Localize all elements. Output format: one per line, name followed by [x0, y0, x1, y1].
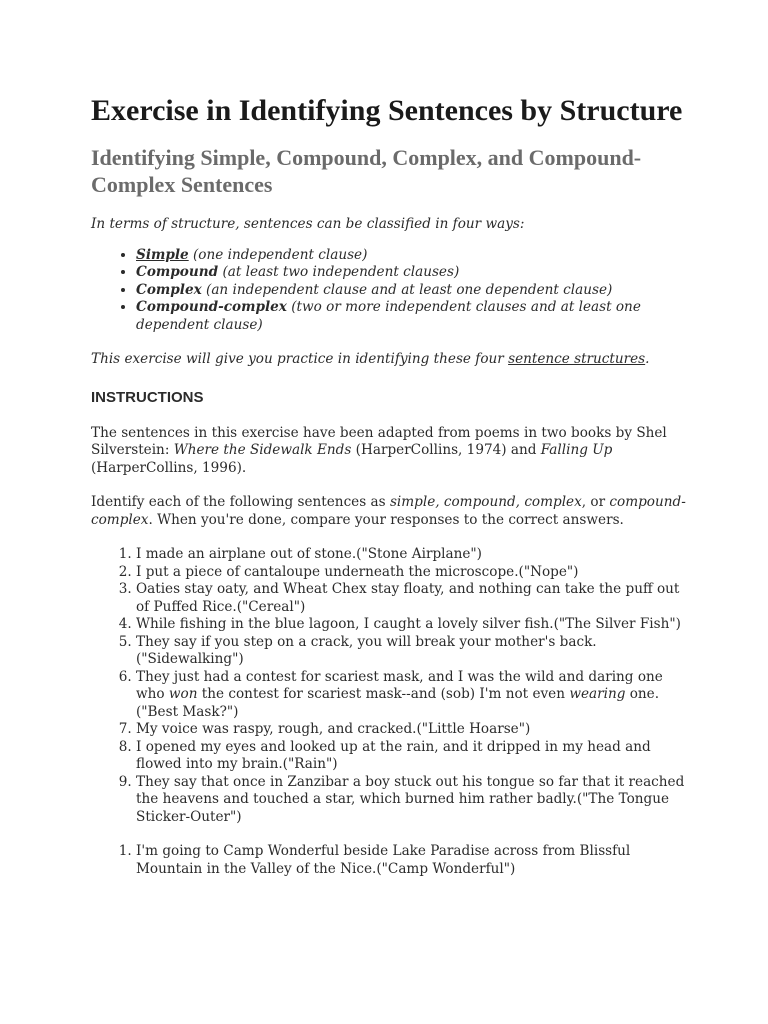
para-text: Identify each of the following sentences as — [91, 494, 390, 510]
para-text: (HarperCollins, 1974) and — [351, 442, 541, 458]
type-term: Compound-complex — [136, 299, 287, 315]
article — [91, 92, 691, 878]
simple-link[interactable]: Simple — [136, 246, 189, 263]
page-title: Exercise in Identifying Sentences by Structure — [91, 94, 683, 127]
sentence-text: one.("Best Mask?") — [136, 686, 660, 720]
list-item — [136, 247, 691, 265]
sentence-emphasis: wearing — [569, 686, 626, 702]
para-text: The sentences in this exercise have been adapted from poems in two books by Shel Silverstein: — [91, 424, 667, 458]
sentence-emphasis: won — [168, 686, 198, 702]
para-emphasis: simple, compound, complex — [389, 494, 582, 510]
list-item — [136, 282, 691, 300]
type-desc: (two or more independent clauses and at least one dependent clause) — [136, 299, 641, 333]
type-term: Complex — [136, 281, 202, 298]
type-desc: (at least two independent clauses) — [218, 264, 460, 280]
para-text: (HarperCollins, 1996). — [91, 459, 247, 476]
sentence-list — [91, 546, 691, 826]
sentence-list-continued — [91, 843, 691, 878]
list-item: 2. I put a piece of cantaloupe underneath the microscope.("Nope") — [136, 564, 691, 582]
list-item: 1. I made an airplane out of stone.("Stone Airplane") — [136, 546, 691, 564]
type-term: Compound — [136, 264, 219, 280]
intro-text: In terms of structure, sentences can be classified in four ways: — [91, 216, 525, 232]
type-desc: (one independent clause) — [188, 246, 368, 263]
sentence-text: They just had a contest for scariest mask, and I was the wild and daring one who — [136, 668, 663, 702]
list-item: 7. My voice was raspy, rough, and cracked.("Little Hoarse") — [136, 721, 691, 739]
book-title: Where the Sidewalk Ends — [173, 442, 352, 458]
structure-types-list — [91, 247, 691, 335]
list-item: 1. I'm going to Camp Wonderful beside Lake Paradise across from Blissful Mountain in the Valley of the Nice.("Camp Wonderful") — [136, 843, 691, 878]
list-item: 3. Oaties stay oaty, and Wheat Chex stay floaty, and nothing can take the puff out of Puffed Rice.("Cereal") — [136, 581, 691, 616]
subtitle: Identifying Simple, Compound, Complex, and Compound-Complex Sentences — [91, 145, 642, 197]
source-paragraph — [91, 425, 691, 478]
para-text: . When you're done, compare your responses to the correct answers. — [148, 511, 624, 528]
list-item — [136, 299, 691, 334]
practice-text — [91, 351, 691, 369]
list-item — [136, 264, 691, 282]
list-item: 4. While fishing in the blue lagoon, I caught a lovely silver fish.("The Silver Fish") — [136, 616, 691, 634]
para-text: , or — [581, 494, 610, 510]
practice-before: This exercise will give you practice in identifying these four — [91, 351, 509, 367]
type-desc: (an independent clause and at least one dependent clause) — [201, 281, 613, 298]
sentence-structures-link[interactable]: sentence structures — [508, 351, 646, 367]
list-item: 8. I opened my eyes and looked up at the rain, and it dripped in my head and flowed into my brain.("Rain") — [136, 739, 691, 774]
practice-after: . — [645, 351, 650, 367]
instructions-heading: INSTRUCTIONS — [91, 388, 204, 406]
task-paragraph — [91, 494, 691, 529]
list-item: 5. They say if you step on a crack, you will break your mother's back.("Sidewalking") — [136, 634, 691, 669]
list-item: 9. They say that once in Zanzibar a boy stuck out his tongue so far that it reached the heavens and touched a star, which burned him rather badly.("The Tongue Sticker-Outer") — [136, 774, 691, 827]
book-title: Falling Up — [540, 442, 613, 458]
list-item — [136, 669, 691, 722]
para-emphasis: compound-complex — [91, 494, 686, 528]
sentence-text: the contest for scariest mask--and (sob) I'm not even — [197, 686, 570, 702]
